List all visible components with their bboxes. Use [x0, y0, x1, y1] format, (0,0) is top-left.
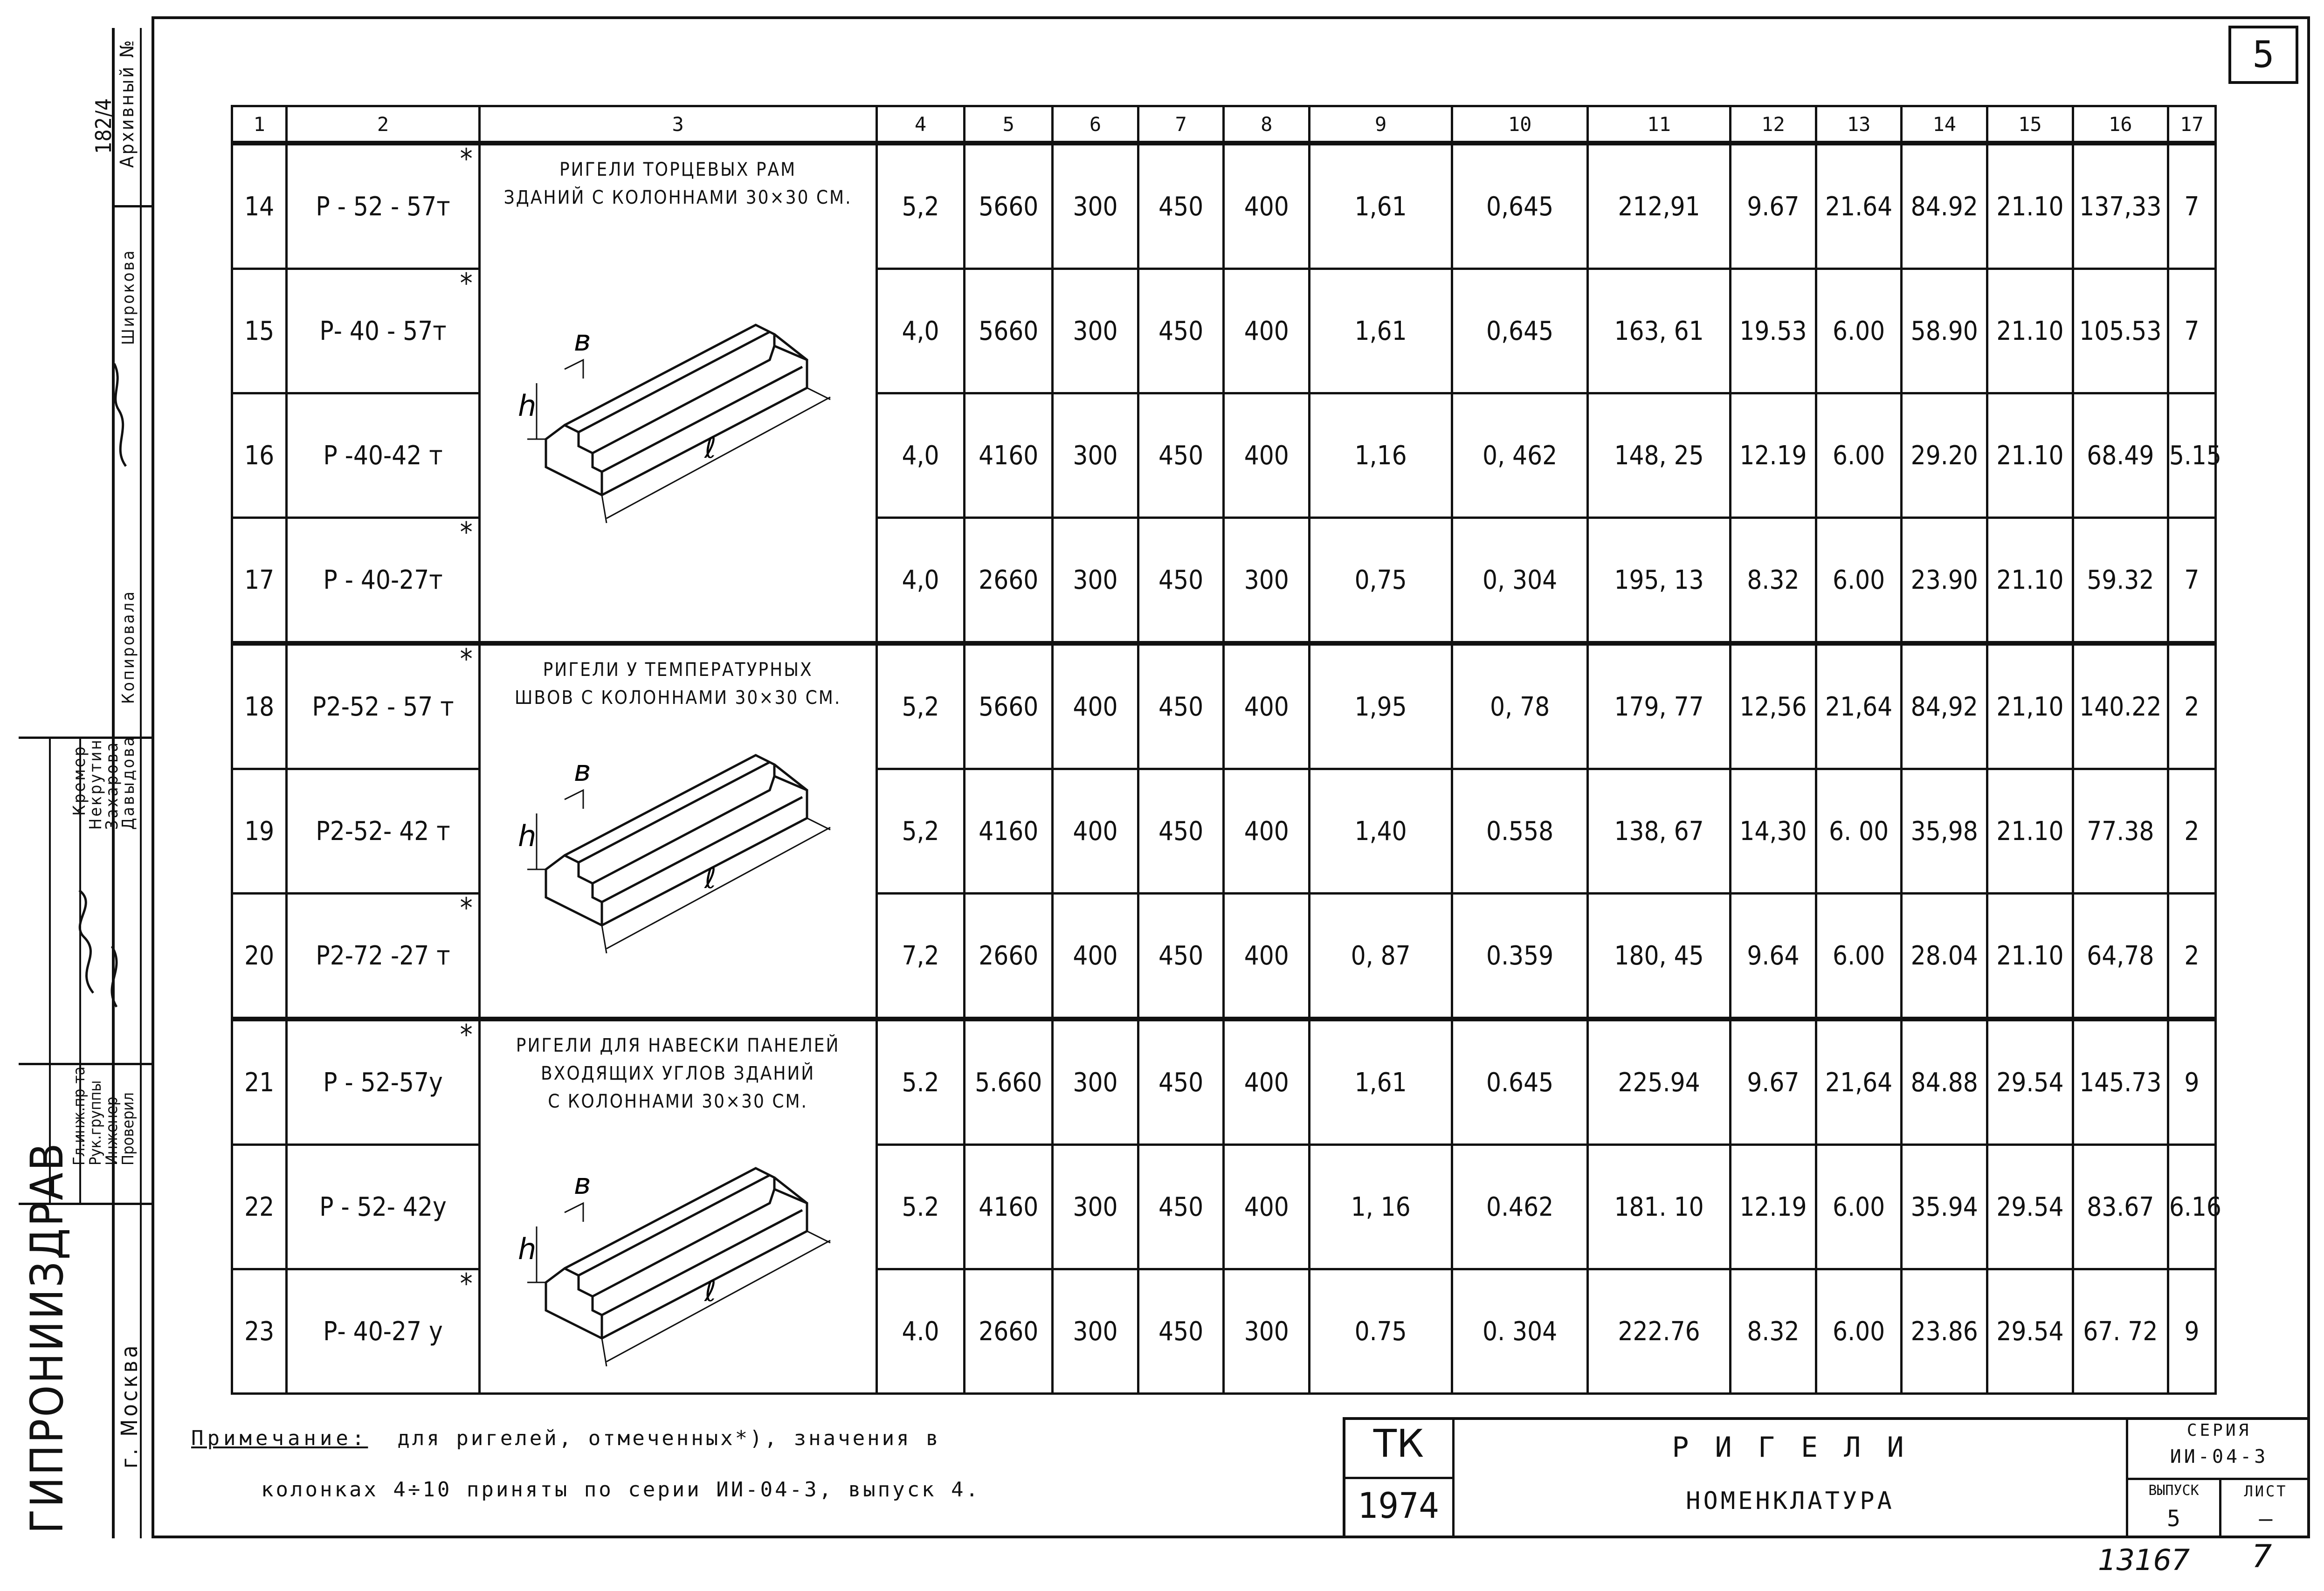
table-cell: 14,30: [1731, 769, 1816, 894]
table-cell: 4.0: [876, 1269, 965, 1394]
dimension-label-h: h: [517, 1232, 536, 1266]
footer-page: 7: [2252, 1538, 2272, 1575]
beam-mark-cell: [287, 1019, 479, 1145]
tk-code: ТК: [1373, 1422, 1424, 1466]
table-cell: 6.00: [1816, 269, 1902, 393]
table-cell: 0.645: [1452, 1019, 1588, 1145]
table-cell: 35.94: [1902, 1145, 1987, 1269]
role-1: Гл.инж.пр-та: [70, 1066, 89, 1165]
beam-mark: Р - 52 - 57т: [316, 191, 450, 222]
table-cell: 400: [1224, 393, 1310, 518]
beam-mark-cell: [287, 769, 479, 894]
asterisk-mark: *: [460, 516, 473, 549]
col-header: 17: [2168, 106, 2215, 144]
table-cell: 7,2: [876, 894, 965, 1019]
table-cell: 300: [1053, 143, 1138, 269]
name-4: Давыдова: [119, 735, 138, 830]
table-cell: 21.10: [1987, 769, 2073, 894]
table-cell: 2: [2168, 643, 2215, 769]
dimension-label-b: в: [573, 324, 591, 358]
table-cell: 68.49: [2073, 393, 2168, 518]
row-number: 14: [232, 143, 287, 269]
beam-sketch: [509, 730, 844, 972]
table-cell: 212,91: [1588, 143, 1731, 269]
table-cell: 179, 77: [1588, 643, 1731, 769]
name-1: Кремер: [70, 744, 89, 816]
col-header: 13: [1816, 106, 1902, 144]
table-cell: 7: [2168, 143, 2215, 269]
sheet-value: —: [2259, 1506, 2273, 1532]
beam-mark: Р - 52- 42у: [319, 1192, 447, 1222]
table-cell: 83.67: [2073, 1145, 2168, 1269]
table-cell: 0,645: [1452, 143, 1588, 269]
table-cell: 140.22: [2073, 643, 2168, 769]
archive-label: Архивный №: [117, 38, 138, 168]
table-cell: 6.00: [1816, 518, 1902, 644]
dimension-label-b: в: [573, 1167, 591, 1201]
table-cell: 1,40: [1310, 769, 1452, 894]
table-cell: 300: [1224, 518, 1310, 644]
table-cell: 450: [1138, 769, 1224, 894]
table-cell: 400: [1053, 894, 1138, 1019]
table-cell: 0,645: [1452, 269, 1588, 393]
table-cell: 4,0: [876, 518, 965, 644]
table-cell: 8.32: [1731, 518, 1816, 644]
table-cell: 138, 67: [1588, 769, 1731, 894]
asterisk-mark: *: [460, 1019, 473, 1051]
table-cell: 5,2: [876, 643, 965, 769]
sheet-subtitle: НОМЕНКЛАТУРА: [1686, 1487, 1895, 1515]
tk-year: 1974: [1358, 1485, 1439, 1526]
col-header: 5: [965, 106, 1053, 144]
table-cell: 9.64: [1731, 894, 1816, 1019]
table-cell: 12.19: [1731, 1145, 1816, 1269]
sheet-label: ЛИСТ: [2244, 1482, 2288, 1500]
table-cell: 300: [1053, 269, 1138, 393]
beam-mark-cell: [287, 518, 479, 644]
nomenclature-table: [231, 105, 2221, 1395]
table-cell: 163, 61: [1588, 269, 1731, 393]
beam-mark: Р2-72 -27 т: [316, 940, 450, 971]
table-cell: 6.00: [1816, 1269, 1902, 1394]
table-cell: 4,0: [876, 393, 965, 518]
table-cell: 5660: [965, 143, 1053, 269]
table-cell: 84.88: [1902, 1019, 1987, 1145]
col-header: 1: [232, 106, 287, 144]
table-cell: 21,64: [1816, 643, 1902, 769]
institute-name: ГИПРОНИИЗДРАВ: [21, 1141, 73, 1534]
table-cell: 21.10: [1987, 269, 2073, 393]
table-cell: 64,78: [2073, 894, 2168, 1019]
beam-mark-cell: [287, 1145, 479, 1269]
table-cell: 0.462: [1452, 1145, 1588, 1269]
beam-mark-cell: [287, 643, 479, 769]
table-cell: 137,33: [2073, 143, 2168, 269]
col-header: 3: [479, 106, 876, 144]
beam-mark: Р - 40-27т: [323, 565, 443, 595]
table-cell: 450: [1138, 1145, 1224, 1269]
table-cell: 195, 13: [1588, 518, 1731, 644]
name-3: Захарова: [103, 741, 122, 830]
table-cell: 4,0: [876, 269, 965, 393]
col-header: 6: [1053, 106, 1138, 144]
dimension-label-b: в: [573, 754, 591, 788]
table-cell: 6. 00: [1816, 769, 1902, 894]
table-cell: 7: [2168, 518, 2215, 644]
beam-mark-cell: [287, 1269, 479, 1394]
beam-mark: Р2-52 - 57 т: [312, 691, 454, 722]
table-cell: 450: [1138, 643, 1224, 769]
table-cell: 23.90: [1902, 518, 1987, 644]
series-value: ИИ-04-3: [2170, 1446, 2269, 1467]
table-cell: 450: [1138, 1269, 1224, 1394]
table-cell: 12,56: [1731, 643, 1816, 769]
table-cell: 84,92: [1902, 643, 1987, 769]
table-cell: 2: [2168, 769, 2215, 894]
table-cell: 4160: [965, 1145, 1053, 1269]
role-3: Инженер: [103, 1096, 121, 1165]
asterisk-mark: *: [460, 1267, 473, 1300]
col-header: 16: [2073, 106, 2168, 144]
table-cell: 2: [2168, 894, 2215, 1019]
table-cell: 450: [1138, 269, 1224, 393]
table-cell: 1,61: [1310, 269, 1452, 393]
note-line-1: [191, 1426, 941, 1450]
table-cell: 4160: [965, 769, 1053, 894]
table-cell: 225.94: [1588, 1019, 1731, 1145]
table-cell: 0,75: [1310, 518, 1452, 644]
dimension-label-l: ℓ: [704, 431, 717, 465]
table-cell: 400: [1224, 643, 1310, 769]
table-cell: 21,64: [1816, 1019, 1902, 1145]
row-number: 23: [232, 1269, 287, 1394]
table-cell: 29.54: [1987, 1019, 2073, 1145]
table-row: [232, 643, 2216, 769]
archive-number: 182/4: [91, 98, 116, 154]
beam-sketch: [509, 1143, 844, 1385]
asterisk-mark: *: [460, 267, 473, 300]
table-cell: 35,98: [1902, 769, 1987, 894]
col-header: 9: [1310, 106, 1452, 144]
table-cell: 5,2: [876, 143, 965, 269]
table-cell: 400: [1053, 769, 1138, 894]
table-cell: 6.16: [2168, 1145, 2215, 1269]
table-cell: 400: [1224, 143, 1310, 269]
dimension-label-l: ℓ: [704, 1274, 717, 1308]
dimension-label-h: h: [517, 389, 536, 423]
table-cell: 23.86: [1902, 1269, 1987, 1394]
table-cell: 0, 462: [1452, 393, 1588, 518]
col-header: 14: [1902, 106, 1987, 144]
table-cell: 29.20: [1902, 393, 1987, 518]
row-number: 21: [232, 1019, 287, 1145]
beam-group-cell: [479, 143, 876, 643]
name-2: Некрутин: [86, 738, 105, 830]
beam-mark-cell: [287, 269, 479, 393]
table-cell: 29.54: [1987, 1269, 2073, 1394]
table-cell: 450: [1138, 518, 1224, 644]
table-cell: 21.64: [1816, 143, 1902, 269]
table-cell: 180, 45: [1588, 894, 1731, 1019]
table-cell: 9.67: [1731, 143, 1816, 269]
table-cell: 2660: [965, 518, 1053, 644]
table-cell: 19.53: [1731, 269, 1816, 393]
table-cell: 300: [1053, 518, 1138, 644]
row-number: 18: [232, 643, 287, 769]
table-cell: 222.76: [1588, 1269, 1731, 1394]
table-cell: 4160: [965, 393, 1053, 518]
table-cell: 9: [2168, 1269, 2215, 1394]
table-cell: 400: [1053, 643, 1138, 769]
city: г. Москва: [117, 1343, 143, 1468]
table-cell: 400: [1224, 894, 1310, 1019]
table-cell: 148, 25: [1588, 393, 1731, 518]
table-cell: 84.92: [1902, 143, 1987, 269]
table-cell: 400: [1224, 1019, 1310, 1145]
beam-mark: Р- 40 - 57т: [319, 316, 447, 346]
table-cell: 0.558: [1452, 769, 1588, 894]
table-cell: 5.660: [965, 1019, 1053, 1145]
table-cell: 8.32: [1731, 1269, 1816, 1394]
table-cell: 5660: [965, 643, 1053, 769]
table-cell: 28.04: [1902, 894, 1987, 1019]
table-cell: 59.32: [2073, 518, 2168, 644]
row-number: 15: [232, 269, 287, 393]
copied-name: Широкова: [119, 248, 138, 345]
table-cell: 450: [1138, 393, 1224, 518]
table-row: [232, 1019, 2216, 1145]
table-cell: 21,10: [1987, 643, 2073, 769]
beam-group-cell: [479, 643, 876, 1019]
col-header: 2: [287, 106, 479, 144]
dimension-label-h: h: [517, 819, 536, 853]
table-header-row: [232, 106, 2216, 144]
asterisk-mark: *: [460, 892, 473, 924]
dimension-label-l: ℓ: [704, 861, 717, 895]
col-header: 15: [1987, 106, 2073, 144]
table-cell: 300: [1053, 393, 1138, 518]
table-cell: 7: [2168, 269, 2215, 393]
row-number: 16: [232, 393, 287, 518]
note-line-2: колонках 4÷10 приняты по серии ИИ-04-3, выпуск 4.: [261, 1478, 981, 1501]
asterisk-mark: *: [460, 143, 473, 175]
col-header: 10: [1452, 106, 1588, 144]
table-cell: 12.19: [1731, 393, 1816, 518]
beam-mark-cell: [287, 393, 479, 518]
asterisk-mark: *: [460, 643, 473, 675]
beam-sketch: [509, 299, 844, 542]
beam-mark-cell: [287, 894, 479, 1019]
table-cell: 5660: [965, 269, 1053, 393]
sheet-title: Р И Г Е Л И: [1672, 1431, 1909, 1464]
table-cell: 145.73: [2073, 1019, 2168, 1145]
copied-label: Копировала: [119, 590, 138, 704]
table-cell: 0, 304: [1452, 518, 1588, 644]
row-number: 19: [232, 769, 287, 894]
table-cell: 1,61: [1310, 143, 1452, 269]
beam-group-title: РИГЕЛИ У ТЕМПЕРАТУРНЫХ ШВОВ С КОЛОННАМИ 30×30 СМ.: [514, 659, 841, 709]
row-number: 17: [232, 518, 287, 644]
footer-archive-number: 13167: [2098, 1543, 2190, 1577]
table-cell: 1, 16: [1310, 1145, 1452, 1269]
table-cell: 400: [1224, 269, 1310, 393]
beam-mark: Р -40-42 т: [323, 440, 443, 471]
table-cell: 1,16: [1310, 393, 1452, 518]
table-cell: 2660: [965, 894, 1053, 1019]
table-cell: 21.10: [1987, 518, 2073, 644]
table-cell: 450: [1138, 1019, 1224, 1145]
table-cell: 6.00: [1816, 393, 1902, 518]
series-label: СЕРИЯ: [2186, 1421, 2252, 1440]
table-cell: 300: [1053, 1019, 1138, 1145]
table-cell: 300: [1053, 1145, 1138, 1269]
table-cell: 6.00: [1816, 1145, 1902, 1269]
table-row: [232, 143, 2216, 269]
table-cell: 0.359: [1452, 894, 1588, 1019]
beam-group-cell: [479, 1019, 876, 1394]
table-cell: 21.10: [1987, 143, 2073, 269]
table-cell: 0, 87: [1310, 894, 1452, 1019]
table-cell: 5,2: [876, 769, 965, 894]
table-cell: 181. 10: [1588, 1145, 1731, 1269]
table-cell: 1,95: [1310, 643, 1452, 769]
table-cell: 9: [2168, 1019, 2215, 1145]
table-cell: 450: [1138, 143, 1224, 269]
table-cell: 0, 78: [1452, 643, 1588, 769]
table-cell: 0.75: [1310, 1269, 1452, 1394]
sheet-number: 5: [2228, 26, 2298, 84]
table-cell: 105.53: [2073, 269, 2168, 393]
table-cell: 21.10: [1987, 894, 2073, 1019]
table-cell: 77.38: [2073, 769, 2168, 894]
col-header: 4: [876, 106, 965, 144]
issue-value: 5: [2167, 1506, 2180, 1532]
table-cell: 5.15: [2168, 393, 2215, 518]
table-cell: 300: [1224, 1269, 1310, 1394]
col-header: 7: [1138, 106, 1224, 144]
row-number: 22: [232, 1145, 287, 1269]
table-cell: 400: [1224, 1145, 1310, 1269]
table-cell: 5.2: [876, 1145, 965, 1269]
note-text-1: для ригелей, отмеченных*), значения в: [397, 1426, 941, 1450]
table-cell: 6.00: [1816, 894, 1902, 1019]
beam-mark: Р2-52- 42 т: [316, 816, 450, 847]
beam-mark: Р- 40-27 у: [323, 1316, 443, 1347]
table-cell: 29.54: [1987, 1145, 2073, 1269]
table-cell: 67. 72: [2073, 1269, 2168, 1394]
table-cell: 0. 304: [1452, 1269, 1588, 1394]
beam-mark: Р - 52-57у: [323, 1067, 443, 1098]
role-4: Проверил: [119, 1092, 138, 1165]
table-cell: 21.10: [1987, 393, 2073, 518]
table-cell: 58.90: [1902, 269, 1987, 393]
table-cell: 400: [1224, 769, 1310, 894]
issue-label: ВЫПУСК: [2148, 1482, 2199, 1499]
col-header: 12: [1731, 106, 1816, 144]
table-cell: 300: [1053, 1269, 1138, 1394]
role-2: Рук.группы: [86, 1080, 105, 1165]
table-cell: 2660: [965, 1269, 1053, 1394]
signatures: [19, 270, 131, 1063]
title-block: [1343, 1417, 2310, 1538]
beam-group-title: РИГЕЛИ ДЛЯ НАВЕСКИ ПАНЕЛЕЙ ВХОДЯЩИХ УГЛОВ ЗДАНИЙ С КОЛОННАМИ 30×30 СМ.: [516, 1035, 840, 1112]
table-cell: 9.67: [1731, 1019, 1816, 1145]
col-header: 11: [1588, 106, 1731, 144]
col-header: 8: [1224, 106, 1310, 144]
table-cell: 1,61: [1310, 1019, 1452, 1145]
row-number: 20: [232, 894, 287, 1019]
table-cell: 5.2: [876, 1019, 965, 1145]
table-cell: 450: [1138, 894, 1224, 1019]
beam-group-title: РИГЕЛИ ТОРЦЕВЫХ РАМ ЗДАНИЙ С КОЛОННАМИ 30×30 СМ.: [503, 159, 852, 208]
note-label: Примечание:: [191, 1426, 368, 1450]
beam-mark-cell: [287, 143, 479, 269]
